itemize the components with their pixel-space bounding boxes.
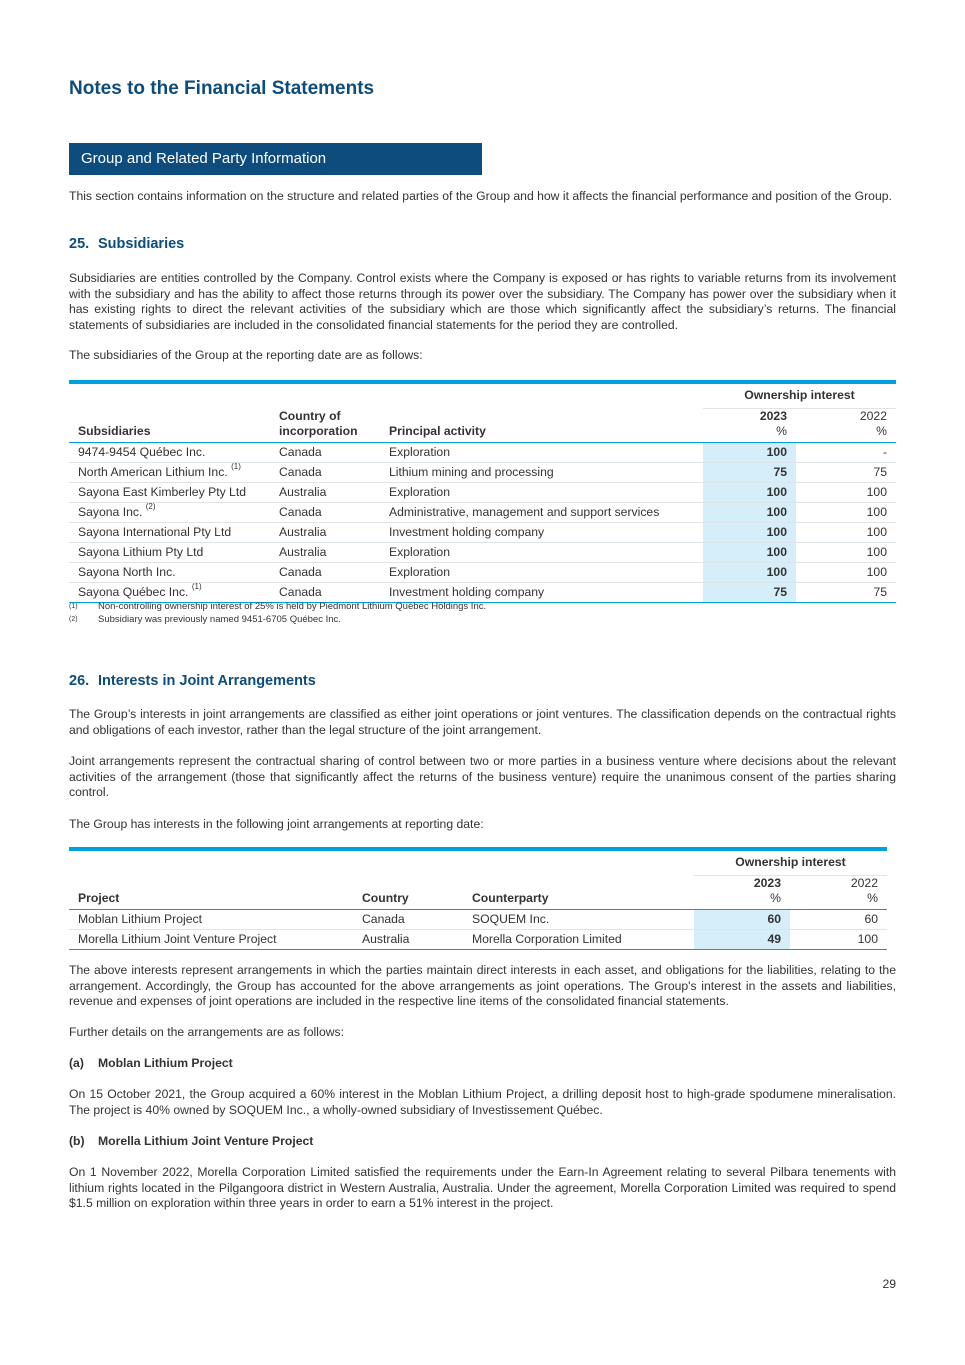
unit-label: % xyxy=(876,424,887,438)
subheading-label: (a) xyxy=(69,1056,84,1070)
ownership-2023-cell: 75 xyxy=(703,462,796,482)
subheading-a xyxy=(69,1056,896,1072)
ownership-2023-cell: 75 xyxy=(703,582,796,602)
activity-cell: Lithium mining and processing xyxy=(380,462,703,482)
unit-label: % xyxy=(770,891,781,905)
footnote-mark: (2) xyxy=(69,616,78,623)
section-banner: Group and Related Party Information xyxy=(69,143,482,175)
ownership-2023-cell: 60 xyxy=(694,909,790,929)
subsidiary-name: Sayona Lithium Pty Ltd xyxy=(78,544,204,559)
country-cell: Canada xyxy=(270,582,380,602)
subsidiary-name-cell xyxy=(69,482,270,502)
ownership-2022-cell: 75 xyxy=(796,582,896,602)
ownership-2022-cell: 100 xyxy=(796,502,896,522)
table-row xyxy=(69,482,896,502)
country-cell: Australia xyxy=(270,482,380,502)
ownership-interest-header: Ownership interest xyxy=(694,851,887,875)
unit-label: % xyxy=(776,424,787,438)
subsidiaries-table xyxy=(69,380,896,603)
subheading-title: Moblan Lithium Project xyxy=(98,1056,233,1070)
joint-arrangements-p3: The Group has interests in the following joint arrangements at reporting date: xyxy=(69,817,484,831)
table-row xyxy=(69,502,896,522)
section-number: 25. xyxy=(69,236,90,252)
subsidiary-name-cell xyxy=(69,502,270,522)
subsidiary-name-cell xyxy=(69,582,270,602)
country-cell: Canada xyxy=(270,462,380,482)
footnote-ref: (1) xyxy=(231,461,241,471)
joint-arrangements-p2: Joint arrangements represent the contractual sharing of control between two or more parties in a business venture where decisions about the relevant activities of the arrangement (those that significantly affect the returns of the business venture) require the unanimous consent of the parties sharing control. xyxy=(69,754,896,799)
page-number: 29 xyxy=(882,1277,896,1291)
counterparty-cell: SOQUEM Inc. xyxy=(463,909,694,929)
country-cell: Canada xyxy=(353,909,463,929)
section-26-heading xyxy=(69,674,896,690)
ownership-2023-cell: 100 xyxy=(703,522,796,542)
ownership-2023-cell: 100 xyxy=(703,482,796,502)
subsidiary-name-cell xyxy=(69,542,270,562)
col-country: Country xyxy=(353,875,463,909)
table-row xyxy=(69,582,896,602)
country-cell: Canada xyxy=(270,442,380,462)
footnote xyxy=(69,600,896,613)
ownership-2023-cell: 100 xyxy=(703,542,796,562)
activity-cell: Exploration xyxy=(380,482,703,502)
col-subsidiaries: Subsidiaries xyxy=(69,408,270,442)
subsidiary-name: 9474-9454 Québec Inc. xyxy=(78,444,206,459)
subsidiaries-intro: The subsidiaries of the Group at the reporting date are as follows: xyxy=(69,348,423,362)
ownership-2022-cell: 75 xyxy=(796,462,896,482)
joint-arrangements-table xyxy=(69,847,887,950)
joint-arrangements-p5: Further details on the arrangements are as follows: xyxy=(69,1025,345,1039)
country-cell: Australia xyxy=(353,929,463,949)
year-label: 2022 xyxy=(859,408,887,423)
year-label: 2023 xyxy=(753,875,781,890)
year-label: 2023 xyxy=(759,408,787,423)
ownership-2022-cell: - xyxy=(796,442,896,462)
activity-cell: Investment holding company xyxy=(380,522,703,542)
table-row xyxy=(69,929,887,949)
joint-arrangements-p4: The above interests represent arrangements in which the parties maintain direct interests in each asset, and obligations for the liabilities, relating to the arrangement. Accordingly, the Group has accounted for the above arrangements as joint operations. The Group's interest in the assets and liabilities, revenue and expenses of joint operations are included in the respective line items of the consolidated financial statements. xyxy=(69,963,896,1008)
footnote-mark: (1) xyxy=(69,603,78,610)
footnote xyxy=(69,613,896,626)
country-cell: Canada xyxy=(270,562,380,582)
footnote-text: Non-controlling ownership interest of 25% is held by Piedmont Lithium Québec Holdings Inc. xyxy=(98,601,487,612)
section-25-heading xyxy=(69,237,896,253)
subsidiary-name-cell xyxy=(69,442,270,462)
page-title: Notes to the Financial Statements xyxy=(69,78,375,99)
ownership-interest-header: Ownership interest xyxy=(703,384,896,408)
col-project: Project xyxy=(69,875,353,909)
subsidiary-name-cell xyxy=(69,462,270,482)
section-title: Subsidiaries xyxy=(98,236,185,252)
col-activity: Principal activity xyxy=(380,408,703,442)
country-cell: Australia xyxy=(270,522,380,542)
subsidiary-name: Sayona Inc. xyxy=(78,504,143,519)
footnote-text: Subsidiary was previously named 9451-6705 Québec Inc. xyxy=(98,614,341,625)
footnotes xyxy=(69,600,896,626)
subheading-b xyxy=(69,1134,896,1150)
activity-cell: Exploration xyxy=(380,542,703,562)
ownership-2023-cell: 100 xyxy=(703,502,796,522)
activity-cell: Administrative, management and support services xyxy=(380,502,703,522)
joint-arrangements-p1: The Group’s interests in joint arrangements are classified as either joint operations or joint ventures. The classification depends on the contractual rights and obligations of each investor, rather than the legal structure of the joint arrangement. xyxy=(69,707,896,737)
subsidiary-name-cell xyxy=(69,562,270,582)
activity-cell: Exploration xyxy=(380,442,703,462)
col-2022 xyxy=(790,875,887,909)
col-country-line1: Country of xyxy=(279,408,341,423)
country-cell: Australia xyxy=(270,542,380,562)
project-cell: Moblan Lithium Project xyxy=(69,909,353,929)
activity-cell: Exploration xyxy=(380,562,703,582)
col-country xyxy=(270,408,380,442)
subheading-title: Morella Lithium Joint Venture Project xyxy=(98,1134,314,1148)
ownership-2023-cell: 100 xyxy=(703,442,796,462)
table-row xyxy=(69,562,896,582)
section-title: Interests in Joint Arrangements xyxy=(98,673,316,689)
subsidiary-name: North American Lithium Inc. xyxy=(78,464,228,479)
moblan-paragraph: On 15 October 2021, the Group acquired a 60% interest in the Moblan Lithium Project, a drilling deposit host to high-grade spodumene mineralisation. The project is 40% owned by SOQUEM Inc., a wholly-owned subsidiary of Investissement Québec. xyxy=(69,1087,896,1117)
subsidiary-name: Sayona Québec Inc. xyxy=(78,584,189,599)
year-label: 2022 xyxy=(850,875,878,890)
section-number: 26. xyxy=(69,673,90,689)
subsidiaries-paragraph: Subsidiaries are entities controlled by the Company. Control exists where the Company is exposed or has rights to variable returns from its involvement with the subsidiary and has the ability to affect those returns through its power over the subsidiary. The Company has power over the subsidiary when it has existing rights to direct the relevant activities of the subsidiary which are those which significantly affect the subsidiary’s returns. The financial statements of subsidiaries are included in the consolidated financial statements for the period they are controlled. xyxy=(69,271,896,332)
footnote-ref: (2) xyxy=(145,501,156,511)
col-2023 xyxy=(694,875,790,909)
subsidiary-name-cell xyxy=(69,522,270,542)
ownership-2023-cell: 100 xyxy=(703,562,796,582)
ownership-2022-cell: 60 xyxy=(790,909,887,929)
footnote-ref: (1) xyxy=(191,581,202,591)
ownership-2022-cell: 100 xyxy=(796,482,896,502)
counterparty-cell: Morella Corporation Limited xyxy=(463,929,694,949)
subsidiary-name: Sayona International Pty Ltd xyxy=(78,524,232,539)
activity-cell: Investment holding company xyxy=(380,582,703,602)
intro-paragraph: This section contains information on the structure and related parties of the Group and how it affects the financial performance and position of the Group. xyxy=(69,189,892,203)
ownership-2022-cell: 100 xyxy=(796,542,896,562)
col-2023 xyxy=(703,408,796,442)
table-row xyxy=(69,442,896,462)
col-counterparty: Counterparty xyxy=(463,875,694,909)
project-cell: Morella Lithium Joint Venture Project xyxy=(69,929,353,949)
ownership-2022-cell: 100 xyxy=(790,929,887,949)
ownership-2023-cell: 49 xyxy=(694,929,790,949)
subsidiary-name: Sayona North Inc. xyxy=(78,564,176,579)
table-row xyxy=(69,462,896,482)
country-cell: Canada xyxy=(270,502,380,522)
unit-label: % xyxy=(867,891,878,905)
ownership-2022-cell: 100 xyxy=(796,562,896,582)
morella-paragraph: On 1 November 2022, Morella Corporation Limited satisfied the requirements under the Earn-In Agreement relating to several Pilbara tenements with lithium rights located in the Pilgangoora district in Western Australia, Australia. Under the agreement, Morella Corporation Limited was required to spend $1.5 million on exploration within three years in order to earn a 51% interest in the project. xyxy=(69,1165,896,1210)
subheading-label: (b) xyxy=(69,1134,85,1148)
subsidiary-name: Sayona East Kimberley Pty Ltd xyxy=(78,484,247,499)
col-country-line2: incorporation xyxy=(279,424,358,438)
table-row xyxy=(69,909,887,929)
table-row xyxy=(69,522,896,542)
table-row xyxy=(69,542,896,562)
col-2022 xyxy=(796,408,896,442)
ownership-2022-cell: 100 xyxy=(796,522,896,542)
